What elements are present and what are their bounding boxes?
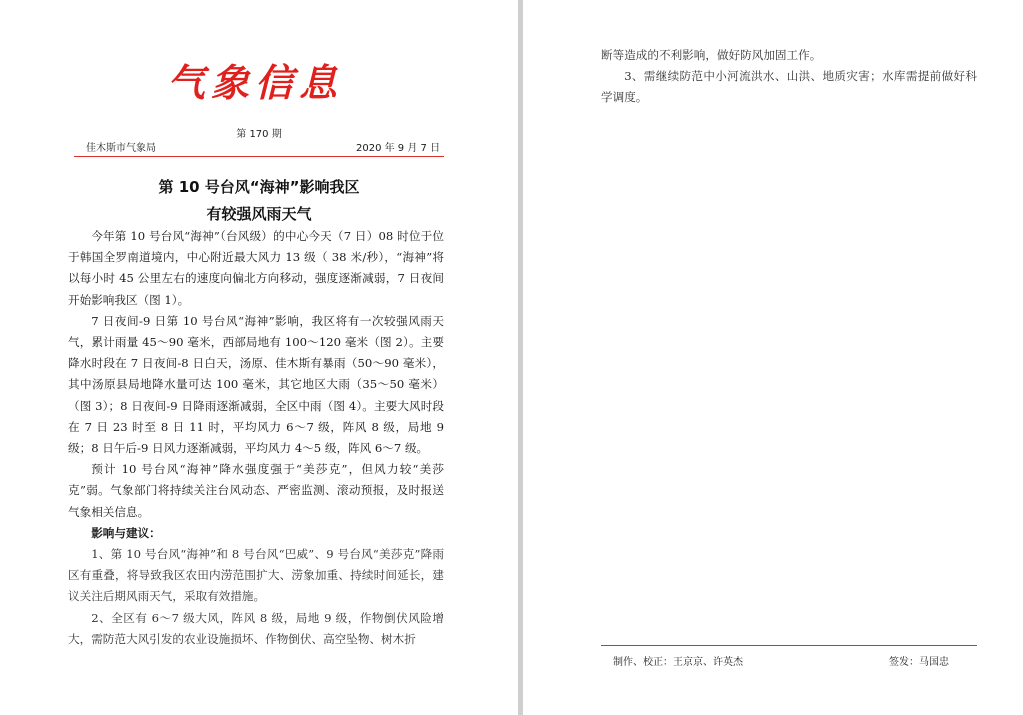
advice-item-2: 2、全区有 6～7 级大风，阵风 8 级，局地 9 级，作物倒伏风险增大，需防范大风引发的农业设施损坏、作物倒伏、高空坠物、树木折 — [68, 610, 444, 646]
advice-item-3: 3、需继续防范中小河流洪水、山洪、地质灾害；水库需提前做好科学调度。 — [601, 69, 977, 105]
footer-producers: 制作、校正：王京京、许英杰 — [613, 657, 743, 668]
issue-date: 2020 年 9 月 7 日 — [356, 143, 441, 154]
header-divider — [74, 156, 444, 157]
advice-item-2-continued: 断等造成的不利影响，做好防风加固工作。 — [601, 48, 822, 62]
paragraph-2: 7 日夜间-9 日第 10 号台风“海神”影响，我区将有一次较强风雨天气，累计雨量 45～90 毫米，西部局地有 100～120 毫米（图 2）。主要降水时段在 7 日夜间-8 日白天，汤原、佳木斯有暴雨（50～90 毫米），其中汤原县局地降水量可达 100 毫米，其它地区大雨（35～50 毫米）（图 3）；8 日夜间-9 日降雨逐渐减弱，全区中雨（图 4）。主要大风时段在 7 日 23 时至 8 日 11 时，平均风力 6～7 级，阵风 8 级，局地 9 级；8 日午后-9 日风力逐渐减弱，平均风力 4～5 级，阵风 6～7 级。 — [68, 313, 444, 456]
paragraph-3: 预计 10 号台风“海神”降水强度强于“美莎克”，但风力较“美莎克”弱。气象部门将持续关注台风动态、严密监测、滚动预报，及时报送气象相关信息。 — [68, 462, 444, 519]
issue-number: 第 170 期 — [236, 129, 282, 140]
headline-line-2: 有较强风雨天气 — [206, 205, 312, 223]
article-body — [68, 226, 444, 650]
paragraph-1: 今年第 10 号台风“海神”（台风级）的中心今天（7 日）08 时位于位于韩国全罗南道境内，中心附近最大风力 13 级（ 38 米/秒），“海神”将以每小时 45 公里左右的速度向偏北方向移动，强度逐渐减弱，7 日夜间开始影响我区（图 1）。 — [68, 229, 444, 307]
headline-line-1: 第 10 号台风“海神”影响我区 — [158, 178, 360, 196]
article-continuation — [601, 45, 977, 109]
advice-heading: 影响与建议： — [91, 525, 161, 540]
agency-name: 佳木斯市气象局 — [86, 143, 156, 154]
footer-divider — [601, 645, 977, 646]
advice-item-1: 1、第 10 号台风“海神”和 8 号台风“巴威”、9 号台风“美莎克”降雨区有重叠，将导致我区农田内涝范围扩大、涝象加重、持续时间延长，建议关注后期风雨天气，采取有效措施。 — [68, 547, 444, 604]
footer-issuer: 签发：马国忠 — [889, 657, 949, 668]
page-right — [523, 0, 1023, 715]
masthead-title: 气象信息 — [166, 60, 343, 105]
